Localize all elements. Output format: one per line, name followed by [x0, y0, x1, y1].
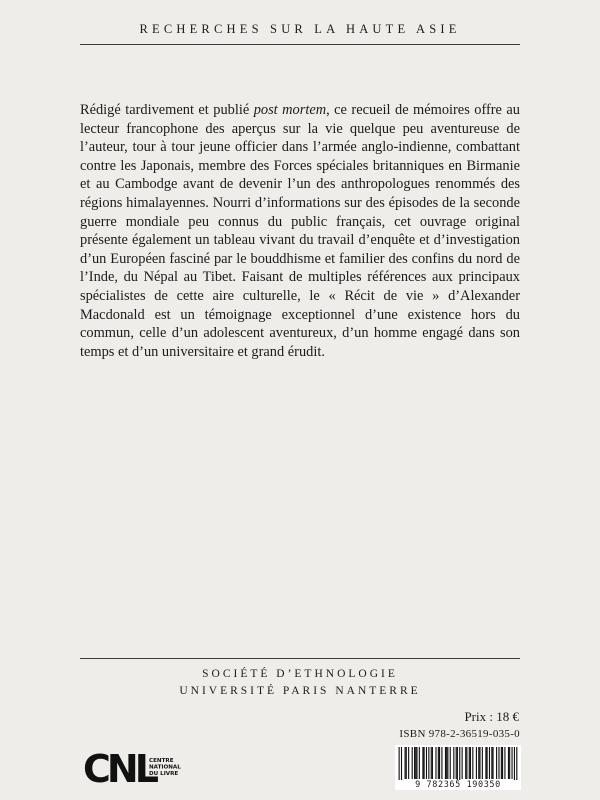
back-cover-blurb: [80, 101, 520, 361]
isbn: ISBN 978-2-36519-035-0: [399, 728, 520, 740]
svg-text:CENTRE: CENTRE: [149, 758, 174, 764]
blurb-start: Rédigé tardivement et publié: [80, 102, 254, 118]
svg-text:NATIONAL: NATIONAL: [149, 764, 181, 771]
svg-text:CNL: CNL: [83, 747, 155, 791]
svg-text:DU LIVRE: DU LIVRE: [149, 771, 179, 777]
blurb-italic: post mortem: [253, 102, 327, 118]
cnl-logo: [83, 742, 181, 791]
series-title: RECHERCHES SUR LA HAUTE ASIE: [139, 22, 461, 36]
bottom-rule: [80, 658, 520, 659]
blurb-body: , ce recueil de mémoires offre au lecteur francophone des aperçus sur la vie quelque peu aventureuse de l’auteur, tour à tour jeune officier dans l’armée anglo-indienne, combattant contre les Japonais, membre des Forces spéciales britanniques en Birmanie et au Cambodge avant de devenir l’un des anthropologues renommés des régions himalayennes. Nourri d’informations sur des épisodes de la seconde guerre mondiale peu connus du public français, cet ouvrage original présente également un tableau vivant du travail d’enquête et d’investigation d’un Européen fasciné par le bouddhisme et familier des confins du nord de l’Inde, du Népal au Tibet. Faisant de multiples références aux principaux spécialistes de cette aire culturelle, le « Récit de vie » d’Alexander Macdonald est un témoignage exceptionnel d’une existence hors du commun, celle d’un adolescent aventureux, d’un homme engagé dans son temps et d’un universitaire et grand érudit.: [80, 102, 520, 360]
publisher-line-2: UNIVERSITÉ PARIS NANTERRE: [179, 685, 421, 697]
top-rule: [80, 44, 520, 45]
barcode-digits: 9 782365 190350: [395, 780, 521, 790]
publisher-line-1: SOCIÉTÉ D’ETHNOLOGIE: [202, 668, 398, 680]
price: Prix : 18 €: [464, 709, 519, 724]
